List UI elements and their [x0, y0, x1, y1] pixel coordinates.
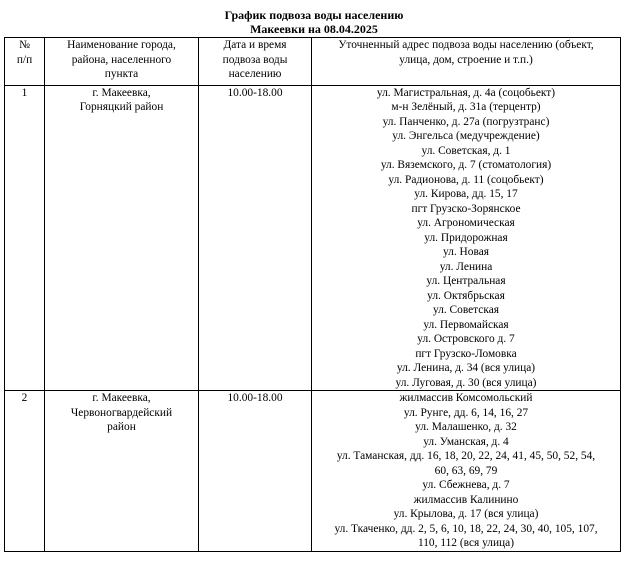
address-line: ул. Октябрьская [427, 289, 505, 302]
city-line: Горняцкий район [79, 101, 164, 113]
address-line: ул. Ленина [439, 260, 493, 273]
address-line: ул. Радионова, д. 11 (соцобьект) [388, 173, 544, 186]
city-line: г. Макеевка, [92, 86, 151, 99]
title-line-2: Макеевки на 08.04.2025 [250, 22, 378, 36]
city-line: г. Макеевка, [92, 392, 151, 404]
row-addresses [312, 391, 621, 552]
address-line: м-н Зелёный, д. 31а (терцентр) [391, 101, 541, 113]
address-line: ул. Новая [442, 246, 490, 258]
city-line: район [107, 421, 136, 433]
address-line: ул. Малашенко, д. 32 [415, 421, 517, 433]
address-line: ул. Уманская, д. 4 [423, 435, 509, 448]
row-city [45, 391, 199, 552]
city-line: Червоногвардейский [70, 406, 173, 419]
address-line: ул. Советская [432, 304, 500, 316]
title-line-1: График подвоза воды населению [224, 8, 404, 22]
address-line: жилмассив Калинино [413, 493, 519, 506]
header-address: Уточненный адрес подвоза воды населению (объект, улица, дом, строение и т.п.) [312, 38, 621, 86]
row-time: 10.00-18.00 [199, 85, 312, 391]
address-line: ул. Первомайская [423, 318, 509, 331]
address-line: ул. Крылова, д. 17 (вся улица) [393, 508, 539, 520]
header-time: Дата и время подвоза воды населению [199, 38, 312, 86]
address-line: ул. Ленина, д. 34 (вся улица) [396, 362, 536, 374]
address-line: жилмассив Комсомольский [399, 392, 533, 404]
address-line: ул. Энгельса (медучреждение) [392, 130, 540, 142]
table-row [5, 391, 621, 552]
address-line: ул. Советская, д. 1 [421, 144, 511, 157]
document-title [0, 0, 628, 36]
header-city: Наименование города, района, населенного пункта [45, 38, 199, 86]
address-line: ул. Вяземского, д. 7 (стоматология) [380, 159, 552, 171]
table-row [5, 85, 621, 391]
address-line: ул. Ткаченко, дд. 2, 5, 6, 10, 18, 22, 24, 30, 40, 105, 107, [334, 522, 598, 535]
address-line: ул. Агрономическая [417, 217, 515, 229]
address-line: ул. Рунге, дд. 6, 14, 16, 27 [403, 406, 529, 419]
address-line: пгт Грузско-Ломовка [415, 347, 517, 360]
address-line: 110, 112 (вся улица) [417, 537, 515, 549]
row-city [45, 85, 199, 391]
address-line: ул. Кирова, дд. 15, 17 [414, 188, 518, 200]
header-num: № п/п [5, 38, 45, 86]
address-line: ул. Островского д. 7 [417, 333, 515, 345]
row-time: 10.00-18.00 [199, 391, 312, 552]
address-line: пгт Грузско-Зорянское [411, 202, 521, 215]
address-line: ул. Луговая, д. 30 (вся улица) [395, 376, 537, 389]
water-schedule-table [4, 37, 621, 552]
address-line: 60, 63, 69, 79 [434, 464, 498, 477]
table-header-row [5, 38, 621, 86]
address-line: ул. Магистральная, д. 4а (соцобьект) [376, 86, 556, 99]
address-line: ул. Таманская, дд. 16, 18, 20, 22, 24, 41, 45, 50, 52, 54, [336, 450, 596, 462]
row-addresses [312, 85, 621, 391]
row-number: 1 [5, 85, 45, 391]
address-line: ул. Придорожная [424, 231, 508, 244]
address-line: ул. Сбежнева, д. 7 [422, 479, 510, 491]
row-number: 2 [5, 391, 45, 552]
address-line: ул. Панченко, д. 27а (погрузтранс) [382, 115, 550, 128]
address-line: ул. Центральная [426, 275, 506, 287]
